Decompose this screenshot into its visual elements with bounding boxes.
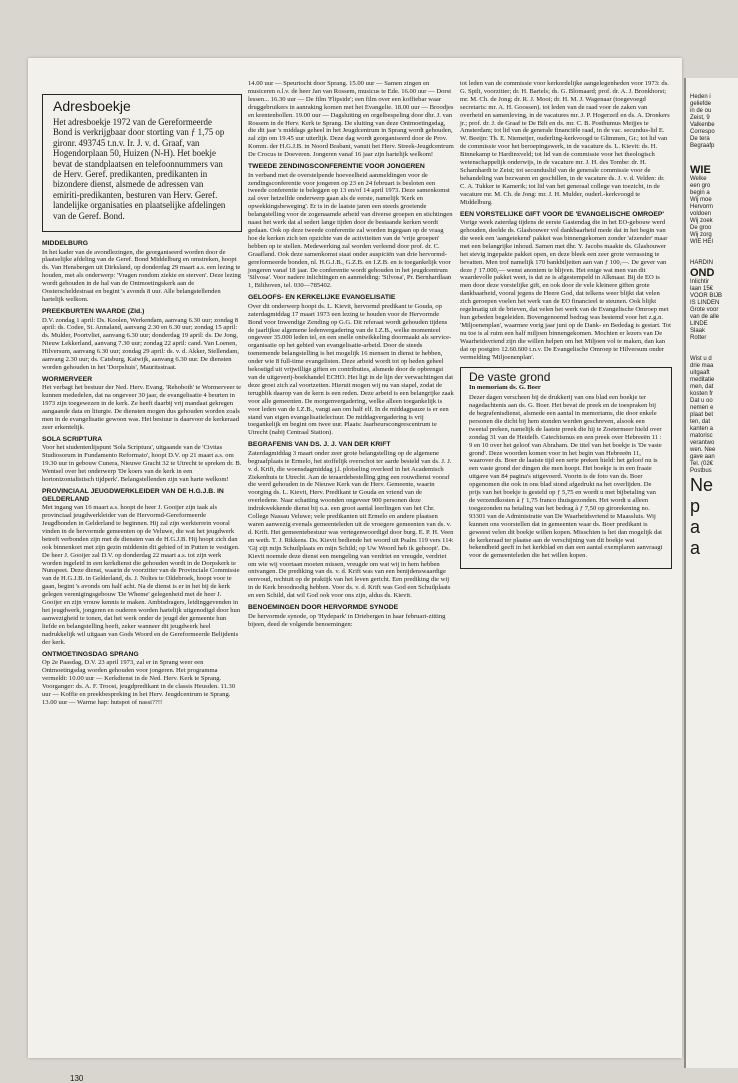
col2-intro: 14.00 uur — Speurtocht door Sprang. 15.00 uur — Samen zingen en musiceren o.l.v. de heer Jan van Rossem, musicus te Ede. 16.00 uur — Dorst lessen... 16.30 uur — De film 'Flipside'; een film over een koffiebar waar druggebruikers in aanraking komen met het Evangelie. 18.00 uur — Broodjes en krentenbollen. 19.00 uur — Dagsluiting en orgelbespeling door dhr. J. van Rossem in de Herv. Kerk te Sprang. De sluiting van deze Ontmoetingsdag, die dit jaar 's middags geheel in het Jeugdcentrum in Sprang wordt gehouden, zal zijn om 19.45 uur uiterlijk. Deze dag wordt georganiseerd door de Prov. Komm. der H.G.J.B. in Noord Brabant, vanuit het Herv. Streek-Jeugdcentrum De Crocus te Doeveren. Jongeren vanaf 16 jaar zijn hartelijk welkom!	[248, 80, 454, 159]
column-right	[460, 80, 672, 569]
adjacent-page-text: men, dat	[690, 384, 714, 390]
adjacent-page-text: uitgaaft	[690, 370, 710, 376]
adjacent-page-text: Inlichtir	[690, 279, 710, 285]
adjacent-page-text: begin a	[690, 190, 710, 196]
article-text: D.V. zondag 1 april: Ds. Koolen, Werkendam, aanvang 6.30 uur; zondag 8 april: ds. Codee, St. Annaland, aanvang 2.30 en 6.30 uur; zondag 15 april: ds. Mulder, Poortvliet, aanvang 6.30 uur; donderdag 19 april: ds. De Jong, Nieuw Lekkerland, aanvang 7.30 uur; zondag 22 april: cand. Van Loenen, Hilversum, aanvang 6.30 uur; zondag 29 april: ds. v. d. Akker, Stellendam, aanvang 2.30 uur; ds. Catsburg, Katwijk, aanvang 6.30 uur. De diensten worden gehouden in het 'Dorpshuis', Mauritsstraat.	[42, 316, 240, 371]
article-text: Het verbagt het bestuur der Ned. Herv. Evang. 'Rehoboth' te Wormerveer te kunnen mededelen, dat na ongeveer 30 jaar, de evangelisatie 4 beurten in 1973 zijn toegewezen in de kerk. Ze heeft daarbij vrij mandaat gekregen aangaande data en liturgie. De diensten mogen dus gehouden worden zoals men in de evangelisatie gewoon was. Het bestuur is daarvoor de kerkeraad zeer erkentelijk.	[42, 384, 242, 431]
vaste-grond-box	[460, 367, 672, 569]
article-text: In het kader van de avondlezingen, die georganiseerd worden door de plaatselijke afdeling van de Geref. Bond Middelburg en omstreken, hoopt ds. Van Hensbergen uit Dirksland, op donderdag 29 maart a.s. een lezing te houden, met als onderwerp: 'Vragen rondom ziekte en sterven'. Deze lezing wordt gehouden in de hal van de Ontmoetingskerk aan de Oosterscheldestraat en begint 's avonds 8 uur. Alle belangstellenden hartelijk welkom.	[42, 248, 241, 303]
article-heading: TWEEDE ZENDINGSCONFERENTIE VOOR JONGEREN	[248, 163, 425, 171]
article-heading: ONTMOETINGSDAG SPRANG	[42, 650, 139, 658]
column-left	[42, 94, 242, 709]
box-text: Dezer dagen verscheen bij de drukkerij van ons blad een boekje ter nagedachtenis aan ds. G. Boer. Het bevat de preek en de toespraken bij de begrafenisdienst, alsmede een aantal in memoriams, die door enkele personen die dicht bij hem stonden werden geschreven, alsook een tweetal preken, namelijk de laatste preek die hij te Zoetermeer hield over zondag 31 van de Heidelb. Catechismus en een preek over Hebreeën 11 : 9 en 10 over het geloof van Abraham. De titel van het boekje is 'De vaste grond'. Deze woorden komen voor in het begin van Hebreeën 11, waarover ds. Boer de laatste tijd een serie preken hield: het geloof nu is een vaste grond der dingen die men hoopt. Het boekje is in een fraaie uitgave van 84 pagina's uitgevoerd. Voorin is de foto van ds. Boer opgenomen die ook in ons blad stond afgedrukt na het overlijden. De prijs van het boekje is gesteld op ƒ 5,75 en wordt u met bijbetaling van de verzendkosten à ƒ 1,75 franco thuisgezonden. Het wordt u alleen toegezonden na betaling van het bedrag à ƒ 7,50 op girorekening no. 93301 van de Administratie van De Waarheidsvriend te Maassluis. Wij kunnen ons voorstellen dat in gemeenten waar ds. Boer predikant is geweest velen dit boekje willen kopen. Misschien is het dan mogelijk dat de kerkeraad ter plaatse aan de verschijning van dit boekje wat bekendheid geeft in het kerkblad en dan een aantal exemplaren aanvraagt voor de gemeenteleden die het willen kopen.	[469, 394, 663, 560]
adjacent-page-text: van de alle	[690, 314, 720, 320]
adjacent-page-text: Correspo	[690, 129, 715, 135]
adjacent-page-text: een gro	[690, 183, 711, 189]
article-heading: BEGRAFENIS VAN DS. J. J. VAN DER KRIFT	[248, 441, 391, 449]
column-middle	[248, 80, 454, 630]
gift-heading: EEN VORSTELIJKE GIFT VOOR DE 'EVANGELISCHE OMROEP'	[460, 210, 665, 218]
adjacent-page-text: voldoen	[690, 211, 712, 217]
adjacent-page-text: laan 15€	[690, 286, 714, 292]
adjacent-page-text: IS LINDEN	[690, 300, 720, 306]
adjacent-page-text: nemen e	[690, 405, 714, 411]
adjacent-page-text: Grote voor	[690, 307, 719, 313]
box-subtitle: In memoriam ds. G. Boer	[469, 384, 541, 392]
ad-title: Adresboekje	[53, 98, 131, 114]
adjacent-page-text: drie maa	[690, 363, 714, 369]
adjacent-page-text: Slaak	[690, 328, 706, 334]
article-text: Met ingang van 16 maart a.s. hoopt de heer J. Gooijer zijn taak als provinciaal jeugdwerkleider van de Hervormd-Gereformeerde Jeugdbonden in Gelderland te beginnen. Hij zal zijn werkterrein vooral vinden in de hervormde gemeenten op de Veluwe, die wat het jeugdwerk betreft verbonden zijn met de diensten van de H.G.J.B. Hij hoopt zich dan ook binnenkort met zijn gezin middenin dit gebied of in Putten te vestigen. De heer J. Gooijer zal D.V. op donderdag 22 maart a.s. tot zijn werk worden ingeleid in een kerkdienst die gehouden wordt in de Dorpskerk te Nunspeet. Deze dienst, waarin de voorzitter van de Provinciale Commissie van de H.G.J.B. in Gelderland, ds. J. Noltes te Oldebroek, hoopt voor te gaan, begint 's avonds om half acht. Na de dienst is er in het bij de kerk gelegen verenigingsgebouw 'De Wheme' gelegenheid met de heer J. Gooijer en zijn vrouw kennis te maken. Ambtsdragers, leidinggevenden in het jeugdwerk, jongeren en ouderen worden hartelijk uitgenodigd door hun aanwezigheid te tonen, dat het werk onder de jeugd der gemeente hun liefde en belangstelling heeft, zeker wanneer dit jeugdwerk heel nadrukkelijk wil uitgaan van Gods Woord en de Gereformeerde Belijdenis der kerk.	[42, 504, 241, 646]
adjacent-page-text: LINDE	[690, 321, 708, 327]
adjacent-page-text: Heden i	[690, 94, 711, 100]
adjacent-page-text: Valkenbe	[690, 122, 715, 128]
adjacent-page-fragment	[684, 78, 738, 1068]
article-text: Zaterdagmiddag 3 maart onder zeer grote belangstelling op de algemene begraafplaats te Ermelo, het stoffelijk overschot ter aarde besteld van ds. J. J. v. d. Krift, die woensdagmiddag j.l. plotseling overleed in het Academisch Ziekenhuis te Utrecht. Aan de teraardebestelling ging een rouwdienst vooraf die werd gehouden in de Nieuwe Kerk van de Herv. Gemeente, waarin voorging ds. L. Kievit, Herv. Predikant te Gouda en vriend van de overledene. Naar schatting woonden ongeveer 900 personen deze indrukwekkende dienst bij o.a. een groot aantal leerlingen van het Chr. College Nassau Veluwe; vele predikanten uit Ermelo en andere plaatsen waren aanwezig evenals gemeenteleden uit de vroegere gemeenten van ds. v. d. Krift. Het gemeentebestuur was vertegenwoordigd door burg. E. P. H. Veen en weth. T. J. Rikkens. Ds. Kievit bediende het woord uit Psalm 119 vers 114: 'Gij zijt mijn Schuilplaats en mijn Schild; op Uw Woord heb ik gehoopt'. Ds. Kievit noemde deze dienst een mengeling van verdriet en vreugde, verdriet om wie wij voortaan moeten missen, vreugde om wat wij in hem hebben ontvangen. De prediking van ds. v. d. Krift was van een benijdenswaardige eenvoud, rechtuit op de praktijk van het leven gericht. Een prediking die wij in de Kerk broodnodig hebben. Voor ds. v. d. Krift was God een Schuilplaats en een Schild, dat wil God ook voor ons zijn, aldus ds. Kievit.	[248, 449, 454, 600]
adjacent-page-text: WIE	[690, 164, 711, 176]
adjacent-page-text: OND	[690, 267, 715, 279]
article-heading: MIDDELBURG	[42, 239, 89, 247]
adjacent-page-text: Ne	[690, 475, 714, 495]
article-heading: GELOOFS- EN KERKELIJKE EVANGELISATIE	[248, 294, 396, 302]
adjacent-page-text: Wist u d	[690, 356, 712, 362]
adjacent-page-text: Tel. (02€	[690, 461, 714, 467]
page-number: 130	[70, 1074, 84, 1083]
adjacent-page-text: p	[690, 496, 701, 516]
adjacent-page-text: in de ou	[690, 108, 712, 114]
magazine-page	[28, 58, 682, 1083]
adjacent-page-text: Wij moe	[690, 197, 712, 203]
adjacent-page-text: Begraafp	[690, 143, 715, 149]
adjacent-page-text: Wij zoek	[690, 218, 713, 224]
adjacent-page-text: Zeist, 9	[690, 115, 710, 121]
article-heading: BENOEMINGEN DOOR HERVORMDE SYNODE	[248, 604, 399, 612]
adjacent-page-text: matorisc	[690, 433, 713, 439]
adjacent-page-text: De groo	[690, 225, 712, 231]
ad-body: Het adresboekje 1972 van de Gereformeerde Bond is verkrijgbaar door storting van ƒ 1,75 op gironr. 493745 t.n.v. Ir. J. v. d. Graaf, van Hogendorplaan 50, Huizen (N-H). Het boekje bevat de standplaatsen en telefoonnummers van de Herv. Geref. predikanten, predikanten in bizondere dienst, alsmede de adressen van emiriti-predikanten, besturen van Herv. Geref. landelijke organisaties en plaatselijke afdelingen van de Geref. Bond.	[53, 116, 226, 221]
gift-text: Vorige week zaterdag tijdens de eerste Gastendag die in het EO-gebouw werd gehouden, deelde ds. Glashouwer vol dankbaarheid mede dat in het begin van die week een 'aangetekend' pakket was binnengekomen zonder 'afzender' maar met een belangrijke inhoud. Samen met dhr. Y. Jacobs maakte ds. Glashouwer het stevig ingepakte pakket open, en deze bleek een zeer grote verrassing te bevatten. Men trof namelijk 170 bankbiljetten aan van ƒ 100,—. De gever van deze ƒ 17.000,— wenst anoniem te blijven. Het enige wat men van dit waardevolle pakket weet, is dat ze is afgestempeld in Alkmaar. Bij de EO is men door deze vorstelijke gift, en ook door de vele kleinere giften grote dankbaarheid, vooral jegens de Heere God, dat telkens weer blijkt dat velen zich geroepen voelen het werk van de EO financieel te steunen. Ook blijkt regelmatig uit de brieven, dat velen het werk van de Evangelische Omroep met hun gebeden begeleiden. Bovengenoemd bedrag was bestemd voor het z.g.n. 'Miljoenenplan', waarmee vorig jaar juni op de Dank- en Bededag is gestart. Tot nu toe is al ruim een half miljoen binnengekomen. Mochten er lezers van De Waarheidsvriend zijn die willen helpen om het Miljoen vol te maken, dan kan dat op postgiro 12.60.600 t.n.v. De Evangelische Omroep te Hilversum onder vermelding 'Miljoenenplan'.	[460, 219, 671, 361]
article-heading: WORMERVEER	[42, 375, 93, 383]
adjacent-page-text: geliefde	[690, 101, 712, 107]
article-text: Over dit onderwerp hoopt ds. L. Kievit, hervormd predikant te Gouda, op zaterdagmiddag 17 maart 1973 een lezing te houden voor de Hervormde Bond voor Inwendige Zending op G.G. Dit referaat wordt gehouden tijdens de jaarlijkse algemene ledenvergadering van de I.Z.B., welke momenteel ongeveer 35.000 leden tel, en een snelle ontwikkeling doormaakt als service-organisatie op het gebied van evangelisatie-arbeid. Door de steeds toenemende belangstelling is het mogelijk 16 mensen in dienst te hebben, onder wie 8 full-time evangelisten. Deze arbeid wordt tot op heden geheel bekostigd uit vrijwillige giften en contributies, alsmede door de opbrengst van de uitgeverij-boekhandel ECHO. Het ligt in de lijn der verwachtingen dat deze groei zich zal voortzetten. Hieruit mogen wij nu van stapel, zodat de terugblik daarop van de kern is een reden. Deze arbeid is een belangrijke zaak voor alle gemeenten. De morgenvergadering, welke alleen toegankelijk is voor leden van de I.Z.B., vangt aan om half elf. In de middagpauze is er een stand van eigen evangelisatielectuur. De middagvergadering is vrij toegankelijk en begint om twee uur. Plaats: Jaarbeurscongrescentrum te Utrecht (nabij Centraal Station).	[248, 302, 454, 437]
box-title: De vaste grond	[469, 370, 551, 385]
adjacent-page-text: gave aan	[690, 454, 715, 460]
article-text: Voor het studentenlijspunt 'Sola Scriptura', uitgaande van de 'Civitas Studiosorum in Fundamento Reformato', hoopt D.V. op 21 maart a.s. om 19.30 uur in gebouw Cunera, Nieuwe Gracht 32 te Utrecht te spreken dr. B. Wentsel over het onderwerp 'De koers van de kerk in een hortonizontalistisch tijdperk'. Belangstellenden zijn van harte welkom!	[42, 444, 242, 484]
adjacent-page-text: kanten a	[690, 426, 714, 432]
adjacent-page-text: Welke	[690, 176, 707, 182]
adresboekje-box	[42, 94, 242, 232]
adjacent-page-text: wen. Nee	[690, 447, 716, 453]
adjacent-page-text: Hervorm	[690, 204, 714, 210]
article-heading: PREEKBURTEN WAARDE (Zld.)	[42, 307, 145, 315]
adjacent-page-text: verantwo	[690, 440, 715, 446]
adjacent-page-text: Postbus	[690, 468, 712, 474]
col2-articles	[248, 163, 454, 628]
adjacent-page-text: Wij zorg	[690, 232, 712, 238]
adjacent-page-text: ten, dat	[690, 419, 711, 425]
adjacent-page-text: Dat u oo	[690, 398, 713, 404]
adjacent-page-text: a	[690, 538, 701, 558]
col1-articles	[42, 240, 242, 707]
article-text: Op 2e Paasdag, D.V. 23 april 1973, zal er in Sprang weer een Ontmoetingsdag worden gehouden voor jongeren. Het programma vermeldt: 10.00 uur — Kerkdienst in de Ned. Herv. Kerk te Sprang. Voorganger: ds. A. F. Troost, jeugdpredikant in de classis Heusden. 11.30 uur — Koffie en preekbespreking in het Herv. Jeugdcentrum te Sprang. 13.00 uur — Warme hap: hutspot of nassi??!!	[42, 659, 236, 706]
adjacent-page-text: WIE HEI	[690, 239, 714, 245]
adjacent-page-text: HARDIN	[690, 260, 714, 266]
adjacent-page-text: a	[690, 517, 701, 537]
adjacent-page-text: VOOR BIJB	[690, 293, 723, 299]
adjacent-page-items	[686, 94, 738, 559]
article-heading: PROVINCIAAL JEUGDWERKLEIDER VAN DE H.G.J.B. IN GELDERLAND	[42, 488, 224, 503]
adjacent-page-text: kosten fr	[690, 391, 714, 397]
adjacent-page-text: De tera	[690, 136, 710, 142]
adjacent-page-text: Rotter	[690, 335, 707, 341]
article-heading: SOLA SCRIPTURA	[42, 435, 103, 443]
article-text: De hervormde synode, op 'Hydepark' in Driebergen in haar februari-zitting bijeen, deed de volgende benoemingen:	[248, 612, 446, 628]
adjacent-page-text: meditatie	[690, 377, 715, 383]
adjacent-page-text: plaat bet	[690, 412, 714, 418]
article-text: In verband met de overstelpende hoeveelheid aanmeldingen voor de zendingsconferentie voor jongeren op 23 en 24 februari is besloten een tweede conferentie te beleggen op 13 en/of 14 april 1973. Deze samenkomst zal over hetzelfde onderwerp gaan als de eerste, namelijk 'Kerk en opwekkingsbeweging'. Er is in de laatste jaren een steeds groeiende belangstelling voor de zogenaamde arbeid van diverse groepen en stichtingen naast het werk dat al sedert lange tijden door de bestaande kerken wordt gedaan. Ook op deze tweede conferentie zal worden ingegaan op de vraag hoe de kerken zich ten opzichte van de activiteiten van de 'vrije groepen' hebben op te stellen. Medewerking zal worden verleend door prof. dr. C. Graafland. Ook deze samenkomst staat onder auspiciën van drie hervormd-gereformeerde bonden, nl. H.G.J.B., G.Z.B. en I.Z.B. en is toegankelijk voor jongeren vanaf 18 jaar. De conferentie wordt gehouden in het jeugdcentrum 'Silvosa'. Voor nadere inlichtingen en aanmelding: 'Silvosa', Pr. Bernhardlaan 1, Bilthoven, tel. 030—785402.	[248, 171, 453, 290]
col3-intro: tot leden van de commissie voor kerkordelijke aangelegenheden voor 1973: ds. G. Spilt, voorzitter; dr. H. Bartels; ds. G. Blomaard; prof. dr. A. J. Bronkhorst; mr. M. Ch. de Jong; dr. R. J. Mooi; dr. H. M. J. Wagenaar (toegevoegd secretaris: mr. A. H. Goossen). tot leden van de raad voor de zaken van overheid en samenleving, in de vacatures mr. J. P. Hogerzeil en ds. A. Dronkers jr.; prof. dr. J. de Graaf te De Bilt en ds. mr. C. B. Posthumus Meijjes te Amsterdam; tot lid van de generale financiële raad, in de vac. secundus-lid E. W. Beeijn: Th. E. Niemeijer, ouderling-kerkvoogd te Glimmen, Gr.; tot lid van de commissie voor het beroepingswerk, in de vacature ds. L. Kievit: ds. H. Binnekamp te Hardinxveld; tot lid van de commissie voor het theologisch wetenschappelijk onderwijs, in de vacature mr. J. H. des Tombe: dr. H. Schamhardt te Zeist; tot secunduslid van de generale commissie voor de behandeling van bezwaren en geschillen, in de vacature ds. J. v. d. Velden: dr. C. A. Tukker te Kamerik; tot lid van het generaal college van toezicht, in de vacature mr. M. Ch. de Jong: mr. J. H. Mulder, ouderl.-kerkvoogd te Middelburg.	[460, 80, 670, 206]
